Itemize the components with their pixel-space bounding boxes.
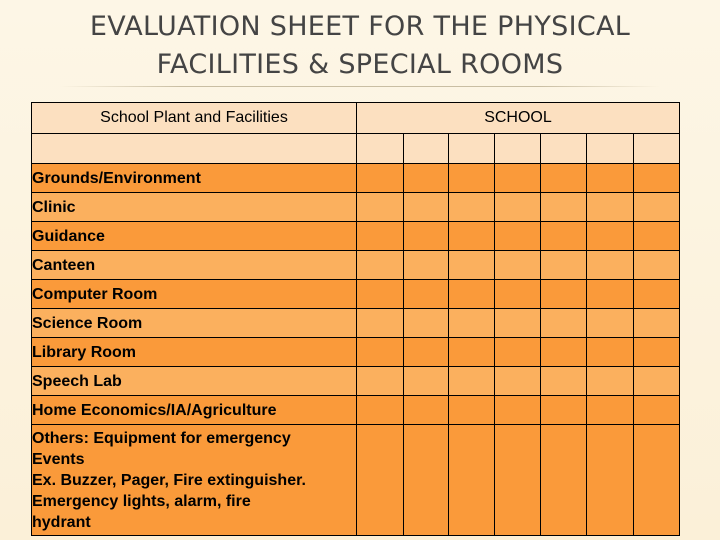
rating-cell[interactable] [449, 396, 495, 425]
rating-cell[interactable] [541, 367, 587, 396]
row-label: Clinic [32, 193, 357, 222]
rating-cell[interactable] [357, 222, 404, 251]
rating-cell[interactable] [495, 396, 541, 425]
rating-cell[interactable] [449, 338, 495, 367]
rating-cell[interactable] [495, 338, 541, 367]
rating-cell[interactable] [357, 251, 404, 280]
row-label: Computer Room [32, 280, 357, 309]
rating-cell[interactable] [449, 425, 495, 536]
rating-cell[interactable] [541, 280, 587, 309]
rating-cell[interactable] [587, 280, 634, 309]
rating-cell[interactable] [404, 280, 449, 309]
rating-cell[interactable] [449, 367, 495, 396]
subheader-cell[interactable] [587, 134, 634, 164]
rating-cell[interactable] [495, 367, 541, 396]
rating-cell[interactable] [587, 164, 634, 193]
evaluation-table [31, 102, 680, 536]
rating-cell[interactable] [587, 396, 634, 425]
others-line: Others: Equipment for emergency [32, 429, 291, 447]
rating-cell[interactable] [449, 309, 495, 338]
rating-cell[interactable] [634, 193, 680, 222]
rating-cell[interactable] [634, 309, 680, 338]
rating-cell[interactable] [357, 367, 404, 396]
rating-cell[interactable] [634, 164, 680, 193]
rating-cell[interactable] [404, 222, 449, 251]
rating-cell[interactable] [541, 164, 587, 193]
rating-cell[interactable] [404, 164, 449, 193]
table-row [32, 193, 680, 222]
rating-cell[interactable] [357, 164, 404, 193]
rating-cell[interactable] [404, 309, 449, 338]
rating-cell[interactable] [587, 367, 634, 396]
rating-cell[interactable] [634, 280, 680, 309]
row-label: Grounds/Environment [32, 164, 357, 193]
table-row [32, 367, 680, 396]
title-line-2: FACILITIES & SPECIAL ROOMS [156, 49, 564, 80]
others-line: Events [32, 450, 85, 468]
row-label-others [32, 425, 357, 536]
rating-cell[interactable] [495, 251, 541, 280]
table-row [32, 309, 680, 338]
rating-cell[interactable] [404, 396, 449, 425]
rating-cell[interactable] [404, 251, 449, 280]
others-line: Ex. Buzzer, Pager, Fire extinguisher. [32, 471, 306, 489]
rating-cell[interactable] [495, 193, 541, 222]
rating-cell[interactable] [634, 251, 680, 280]
header-school: SCHOOL [357, 103, 680, 134]
rating-cell[interactable] [357, 193, 404, 222]
subheader-cell[interactable] [634, 134, 680, 164]
rating-cell[interactable] [357, 396, 404, 425]
table-row [32, 251, 680, 280]
rating-cell[interactable] [404, 193, 449, 222]
rating-cell[interactable] [404, 338, 449, 367]
rating-cell[interactable] [357, 338, 404, 367]
rating-cell[interactable] [449, 222, 495, 251]
header-facilities: School Plant and Facilities [32, 103, 357, 134]
table-row [32, 280, 680, 309]
table-row [32, 396, 680, 425]
rating-cell[interactable] [541, 309, 587, 338]
rating-cell[interactable] [449, 164, 495, 193]
rating-cell[interactable] [449, 280, 495, 309]
subheader-cell[interactable] [404, 134, 449, 164]
subheader-cell[interactable] [449, 134, 495, 164]
row-label: Canteen [32, 251, 357, 280]
rating-cell[interactable] [357, 425, 404, 536]
others-line: hydrant [32, 513, 91, 531]
subheader-cell[interactable] [541, 134, 587, 164]
rating-cell[interactable] [541, 222, 587, 251]
rating-cell[interactable] [495, 222, 541, 251]
row-label: Guidance [32, 222, 357, 251]
rating-cell[interactable] [634, 396, 680, 425]
rating-cell[interactable] [634, 367, 680, 396]
rating-cell[interactable] [587, 309, 634, 338]
rating-cell[interactable] [541, 396, 587, 425]
table-row [32, 338, 680, 367]
subheader-cell[interactable] [495, 134, 541, 164]
rating-cell[interactable] [404, 367, 449, 396]
slide-title [0, 8, 720, 84]
rating-cell[interactable] [587, 193, 634, 222]
rating-cell[interactable] [495, 425, 541, 536]
row-label: Home Economics/IA/Agriculture [32, 396, 357, 425]
rating-cell[interactable] [634, 222, 680, 251]
rating-cell[interactable] [495, 309, 541, 338]
rating-cell[interactable] [357, 309, 404, 338]
table-row-others [32, 425, 680, 536]
rating-cell[interactable] [587, 425, 634, 536]
rating-cell[interactable] [357, 280, 404, 309]
rating-cell[interactable] [634, 338, 680, 367]
table-row [32, 222, 680, 251]
subheader-cell[interactable] [357, 134, 404, 164]
rating-cell[interactable] [587, 222, 634, 251]
rating-cell[interactable] [541, 193, 587, 222]
row-label: Science Room [32, 309, 357, 338]
rating-cell[interactable] [587, 251, 634, 280]
subheader-blank-label [32, 134, 357, 164]
rating-cell[interactable] [541, 425, 587, 536]
rating-cell[interactable] [449, 193, 495, 222]
table-row [32, 164, 680, 193]
title-line-1: EVALUATION SHEET FOR THE PHYSICAL [89, 11, 631, 42]
rating-cell[interactable] [495, 280, 541, 309]
rating-cell[interactable] [495, 164, 541, 193]
title-divider [60, 86, 660, 87]
rating-cell[interactable] [404, 425, 449, 536]
rating-cell[interactable] [541, 338, 587, 367]
rating-cell[interactable] [541, 251, 587, 280]
row-label: Speech Lab [32, 367, 357, 396]
row-label: Library Room [32, 338, 357, 367]
rating-cell[interactable] [587, 338, 634, 367]
rating-cell[interactable] [449, 251, 495, 280]
others-line: Emergency lights, alarm, fire [32, 492, 251, 510]
rating-cell[interactable] [634, 425, 680, 536]
